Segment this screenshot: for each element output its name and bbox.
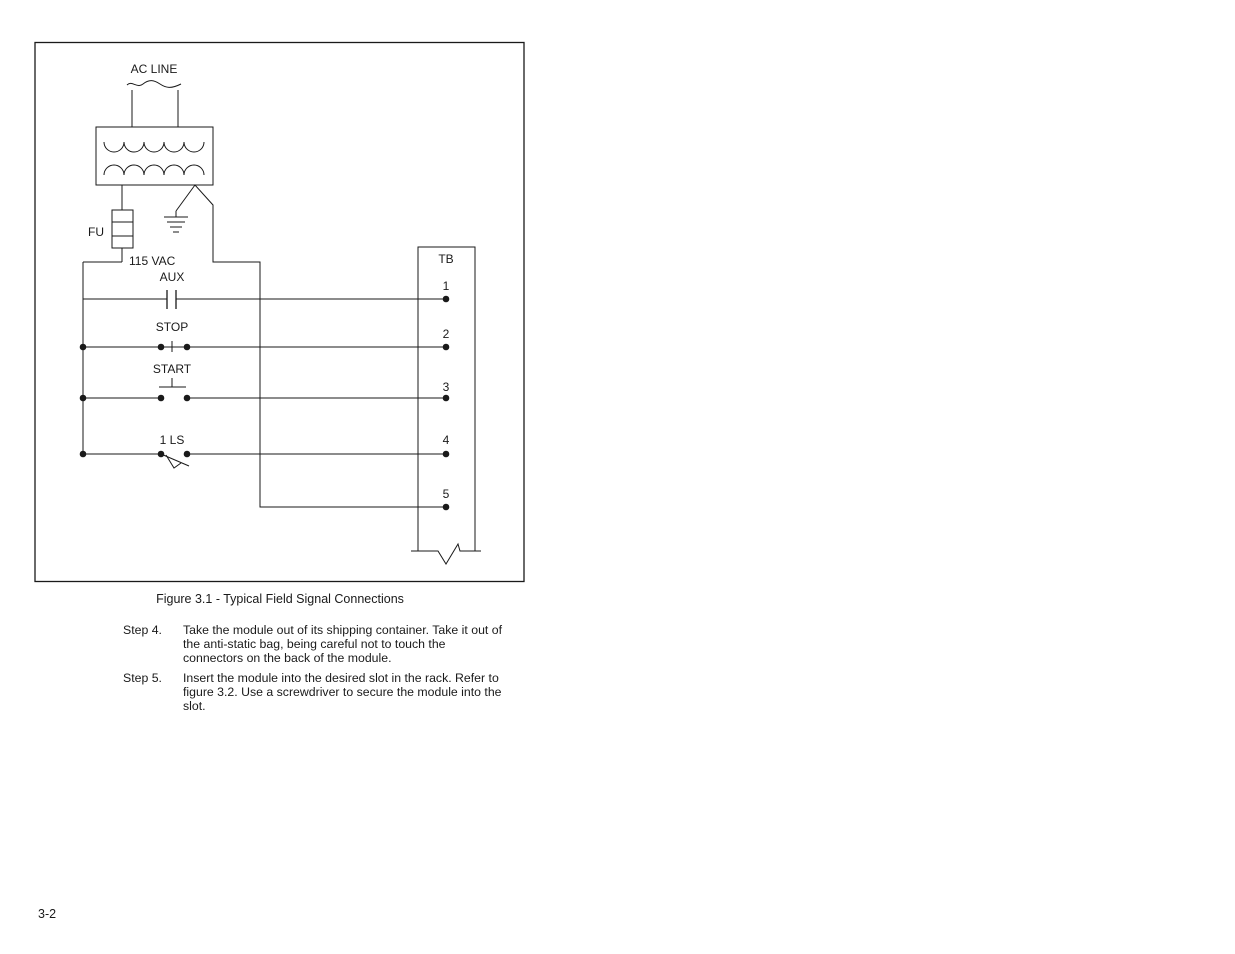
ac-line-label: AC LINE — [130, 62, 178, 76]
step-text: Take the module out of its shipping container. Take it out of the anti-static bag, being careful not to touch the connectors on the back of the module. — [183, 623, 503, 665]
transformer — [96, 127, 213, 185]
aux-label: AUX — [159, 270, 185, 284]
terminal-3-label: 3 — [442, 380, 450, 394]
terminal-2 — [443, 344, 450, 351]
terminal-5 — [443, 504, 450, 511]
fuse-icon — [112, 210, 133, 248]
step-number: Step 5. — [123, 671, 162, 685]
step-number: Step 4. — [123, 623, 162, 637]
terminal-2-label: 2 — [442, 327, 450, 341]
stop-label: STOP — [155, 320, 189, 334]
limit-switch-label: 1 LS — [159, 433, 185, 447]
page-number: 3-2 — [38, 907, 57, 921]
terminal-1 — [443, 296, 450, 303]
terminal-1-label: 1 — [442, 279, 450, 293]
start-label: START — [152, 362, 192, 376]
step-text: Insert the module into the desired slot in the rack. Refer to figure 3.2. Use a screwdriver to secure the module into the slot. — [183, 671, 502, 713]
ground-icon — [164, 211, 188, 232]
fuse-label: FU — [88, 225, 104, 239]
figure-caption: Figure 3.1 - Typical Field Signal Connections — [156, 592, 404, 606]
terminal-3 — [443, 395, 450, 402]
terminal-block — [411, 247, 481, 564]
voltage-label: 115 VAC — [129, 254, 176, 268]
terminal-4 — [443, 451, 450, 458]
terminal-4-label: 4 — [442, 433, 450, 447]
terminal-block-label: TB — [438, 252, 454, 266]
figure-frame — [35, 43, 524, 582]
terminal-5-label: 5 — [442, 487, 450, 501]
ac-line-symbol — [127, 81, 181, 88]
